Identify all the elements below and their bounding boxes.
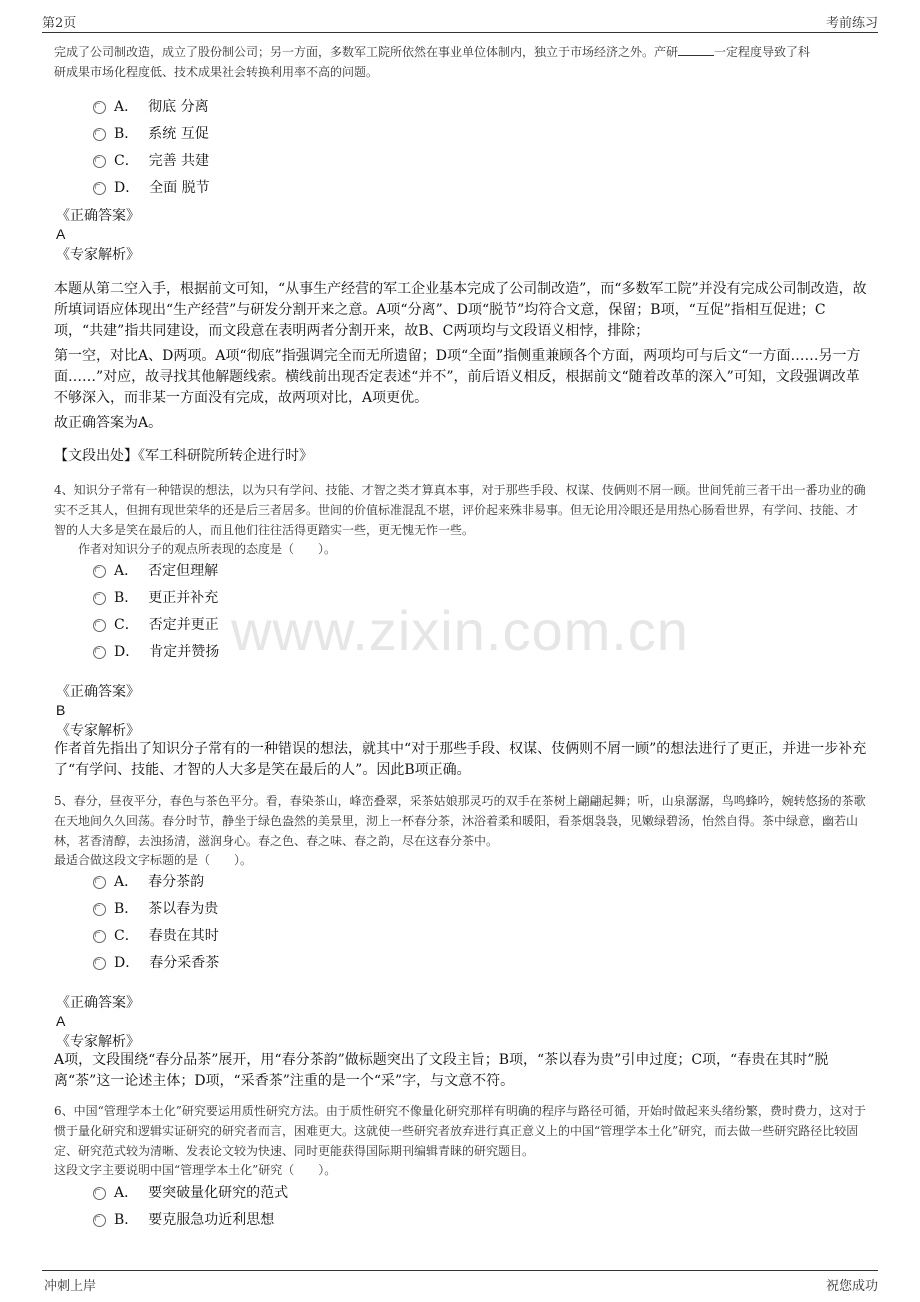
q4-stem: 4、知识分子常有一种错误的想法，以为只有学问、技能、才智之类才算真本事，对于那些手段、权谋、伎俩则不屑一顾。世间凭前三者干出一番功业的确实不乏其人，但拥有现世荣华的还是后三者居多。世间的价值标准混乱不堪，评价起来殊非易事。但无论用冷眼还是用热心肠看世界，有学问、技能、才智的人大多是笑在最后的人，而且他们往往活得更踏实一些，更无愧无怍一些。 (54, 483, 866, 537)
q4-answer-label: 《正确答案》 (56, 684, 140, 700)
q4-option-a[interactable]: A． 否定但理解 (93, 561, 218, 581)
q5-option-d[interactable]: D． 春分采香茶 (93, 953, 219, 973)
header-title: 考前练习 (825, 16, 878, 31)
q6-question: 这段文字主要说明中国“管理学本土化”研究（ ）。 (54, 1163, 337, 1177)
q3-analysis-label: 《专家解析》 (56, 247, 140, 263)
q5-answer-label: 《正确答案》 (56, 995, 140, 1011)
q3-option-b[interactable]: B． 系统 互促 (93, 124, 209, 144)
radio-icon[interactable] (93, 1214, 106, 1227)
q5-analysis: A项，文段围绕“春分品茶”展开，用“春分茶韵”做标题突出了文段主旨；B项，“茶以春为贵”引申过度；C项，“春贵在其时”脱离“茶”这一论述主体；D项，“采香茶”注重的是一个“采”字，与文意不符。 (54, 1052, 829, 1089)
q3-answer-label: 《正确答案》 (56, 208, 140, 224)
page-footer (42, 1270, 878, 1299)
radio-icon[interactable] (93, 930, 106, 943)
radio-icon[interactable] (93, 128, 106, 141)
radio-icon[interactable] (93, 182, 106, 195)
fill-blank (678, 45, 714, 56)
q4-analysis-label: 《专家解析》 (56, 723, 140, 739)
q4-analysis: 作者首先指出了知识分子常有的一种错误的想法，就其中“对于那些手段、权谋、伎俩则不屑一顾”的想法进行了更正，并进一步补充了“有学问、技能、才智的人大多是笑在最后的人”。因此B项正确。 (54, 741, 867, 778)
watermark: www.zixin.com.cn (231, 599, 689, 662)
q6-option-b[interactable]: B． 要克服急功近利思想 (93, 1210, 274, 1230)
q5-answer: A (56, 1013, 66, 1029)
q3-analysis-para-3: 故正确答案为A。 (54, 415, 163, 431)
q4-option-d[interactable]: D． 肯定并赞扬 (93, 642, 219, 662)
q5-question: 最适合做这段文字标题的是（ ）。 (54, 853, 253, 867)
q3-stem-part-c: 研成果市场化程度低、技术成果社会转换利用率不高的问题。 (54, 65, 379, 79)
q3-stem-part-a: 完成了公司制改造，成立了股份制公司；另一方面，多数军工院所依然在事业单位体制内，独立于市场经济之外。产研 (54, 45, 679, 59)
footer-right: 祝您成功 (825, 1279, 878, 1294)
q5-option-a[interactable]: A． 春分茶韵 (93, 872, 204, 892)
q4-question: 作者对知识分子的观点所表现的态度是（ ）。 (78, 542, 337, 556)
radio-icon[interactable] (93, 876, 106, 889)
radio-icon[interactable] (93, 957, 106, 970)
radio-icon[interactable] (93, 619, 106, 632)
q5-analysis-label: 《专家解析》 (56, 1034, 140, 1050)
q6-stem: 6、中国“管理学本土化”研究要运用质性研究方法。由于质性研究不像量化研究那样有明确的程序与路径可循，开始时做起来头绪纷繁，费时费力，这对于惯于量化研究和逻辑实证研究的研究者而言，困难更大。这就使一些研究者放弃进行真正意义上的中国“管理学本土化”研究，而去做一些研究路径比较固定、研究范式较为清晰、发表论文较为快速、同时更能获得国际期刊编辑青睐的研究题目。 (54, 1104, 866, 1158)
page-header (42, 10, 878, 33)
footer-left: 冲刺上岸 (44, 1279, 97, 1294)
q3-analysis-para-2: 第一空，对比A、D两项。A项“彻底”指强调完全而无所遗留；D项“全面”指侧重兼顾各个方面，两项均可与后文“一方面……另一方面……”对应，故寻找其他解题线索。横线前出现否定表述“并不”，前后语义相反，根据前文“随着改革的深入”可知，文段强调改革不够深入，而非某一方面没有完成，故两项对比，A项更优。 (54, 348, 861, 406)
q3-option-c[interactable]: C． 完善 共建 (93, 151, 209, 171)
q4-option-c[interactable]: C． 否定并更正 (93, 615, 219, 635)
page-number: 第2页 (42, 16, 77, 31)
q5-option-c[interactable]: C． 春贵在其时 (93, 926, 219, 946)
q5-stem: 5、春分，昼夜平分，春色与茶色平分。看，春染茶山，峰峦叠翠，采茶姑娘那灵巧的双手在茶树上翩翩起舞；听，山泉潺潺，鸟鸣蜂吟，婉转悠扬的茶歌在天地间久久回荡。春分时节，静坐于绿色盎然的美景里，沏上一杯春分茶，沐浴着柔和暖阳，看茶烟袅袅，见嫩绿碧汤，怡然自得。茶中绿意，幽若山林，茗香清醇，去浊扬清，滋润身心。春之色、春之味、春之韵，尽在这春分茶中。 (54, 794, 866, 848)
q5-option-b[interactable]: B． 茶以春为贵 (93, 899, 218, 919)
q3-option-a[interactable]: A． 彻底 分离 (93, 97, 209, 117)
q4-option-b[interactable]: B． 更正并补充 (93, 588, 218, 608)
q3-source: 【文段出处】《军工科研院所转企进行时》 (54, 448, 313, 464)
radio-icon[interactable] (93, 903, 106, 916)
q3-option-d[interactable]: D． 全面 脱节 (93, 178, 210, 198)
q4-answer: B (56, 702, 66, 718)
q3-stem-part-b: 一定程度导致了科 (714, 45, 811, 59)
radio-icon[interactable] (93, 592, 106, 605)
radio-icon[interactable] (93, 101, 106, 114)
radio-icon[interactable] (93, 155, 106, 168)
radio-icon[interactable] (93, 565, 106, 578)
radio-icon[interactable] (93, 646, 106, 659)
q3-stem (54, 42, 869, 82)
q3-analysis-para-1: 本题从第二空入手，根据前文可知，“从事生产经营的军工企业基本完成了公司制改造”，而“多数军工院”并没有完成公司制改造，故所填词语应体现出“生产经营”与研发分割开来之意。A项“分离”、D项“脱节”均符合文意，保留；B项，“互促”指相互促进；C项，“共建”指共同建设，而文段意在表明两者分割开来，故B、C两项均与文段语义相悖，排除； (54, 281, 867, 339)
radio-icon[interactable] (93, 1187, 106, 1200)
q3-answer: A (56, 226, 66, 242)
q6-option-a[interactable]: A． 要突破量化研究的范式 (93, 1183, 288, 1203)
